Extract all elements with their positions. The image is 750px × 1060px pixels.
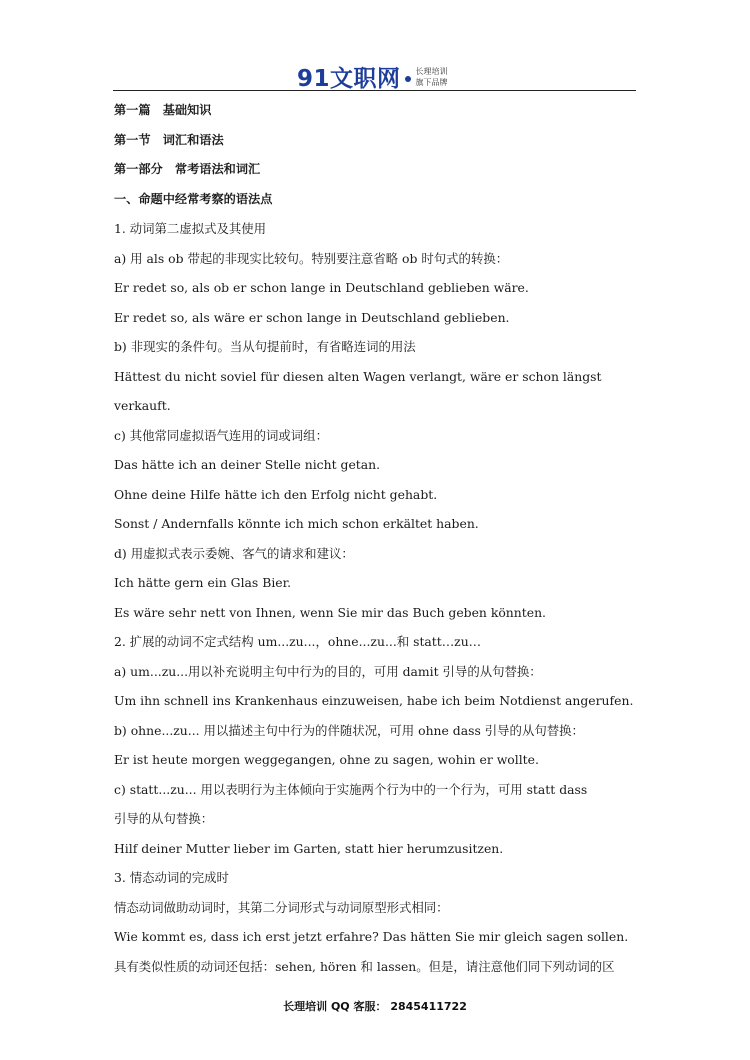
text-line: Es wäre sehr nett von Ihnen, wenn Sie mir das Buch geben könnten.	[114, 604, 546, 620]
text-line: Er redet so, als wäre er schon lange in Deutschland geblieben.	[114, 309, 510, 325]
document-body	[114, 96, 638, 981]
text-line: Er redet so, als ob er schon lange in Deutschland geblieben wäre.	[114, 280, 529, 295]
text-line: verkauft.	[114, 398, 171, 413]
text-line: Hättest du nicht soviel für diesen alten Wagen verlangt, wäre er schon längst	[114, 368, 602, 384]
text-line: 3. 情态动词的完成时	[114, 870, 229, 885]
text-line: 情态动词做助动词时，其第二分词形式与动词原型形式相同：	[114, 899, 449, 915]
text-line: Wie kommt es, dass ich erst jetzt erfahre? Das hätten Sie mir gleich sagen sollen.	[114, 929, 629, 944]
text-line: Ohne deine Hilfe hätte ich den Erfolg nicht gehabt.	[114, 486, 438, 502]
text-line: b) 非现实的条件句。当从句提前时，有省略连词的用法	[114, 339, 416, 354]
text-line: 具有类似性质的动词还包括：sehen, hören 和 lassen。但是，请注意他们同下列动词的区	[114, 958, 615, 974]
logo-text: 91文职网	[297, 66, 401, 92]
text-line: Hilf deiner Mutter lieber im Garten, statt hier herumzusitzen.	[114, 840, 504, 856]
subsection-heading: 第一部分 常考语法和词汇	[114, 162, 261, 176]
page-header	[113, 54, 636, 91]
text-line: a) um...zu...用以补充说明主句中行为的目的，可用 damit 引导的从句替换：	[114, 663, 542, 679]
logo-tagline	[416, 66, 448, 88]
text-line: d) 用虚拟式表示委婉、客气的请求和建议：	[114, 545, 354, 561]
brand-logo	[297, 60, 448, 93]
text-line: c) 其他常同虚拟语气连用的词或词组：	[114, 427, 328, 443]
topic-heading: 一、命题中经常考察的语法点	[114, 191, 273, 206]
part-heading: 第一篇 基础知识	[114, 103, 212, 117]
section-heading: 第一节 词汇和语法	[114, 132, 224, 147]
page-footer: 长理培训 QQ 客服： 2845411722	[283, 1000, 467, 1013]
text-line: Um ihn schnell ins Krankenhaus einzuweisen, habe ich beim Notdienst angerufen.	[114, 693, 634, 708]
text-line: b) ohne...zu... 用以描述主句中行为的伴随状况，可用 ohne dass 引导的从句替换：	[114, 722, 584, 738]
logo-tagline-line2: 旗下品牌	[415, 77, 448, 87]
text-line: 引导的从句替换：	[114, 811, 214, 826]
text-line: 1. 动词第二虚拟式及其使用	[114, 221, 267, 236]
text-line: Sonst / Andernfalls könnte ich mich schon erkältet haben.	[114, 516, 479, 531]
text-line: a) 用 als ob 带起的非现实比较句。特别要注意省略 ob 时句式的转换：	[114, 250, 509, 266]
text-line: Er ist heute morgen weggegangen, ohne zu sagen, wohin er wollte.	[114, 752, 539, 767]
logo-tagline-line1: 长理培训	[415, 66, 448, 76]
text-line: Das hätte ich an deiner Stelle nicht getan.	[114, 457, 381, 472]
logo-dot-icon	[405, 76, 411, 82]
text-line: c) statt...zu... 用以表明行为主体倾向于实施两个行为中的一个行为，可用 statt dass	[114, 781, 588, 797]
text-line: Ich hätte gern ein Glas Bier.	[114, 575, 292, 590]
text-line: 2. 扩展的动词不定式结构 um...zu...，ohne...zu...和 statt…zu…	[114, 634, 482, 649]
